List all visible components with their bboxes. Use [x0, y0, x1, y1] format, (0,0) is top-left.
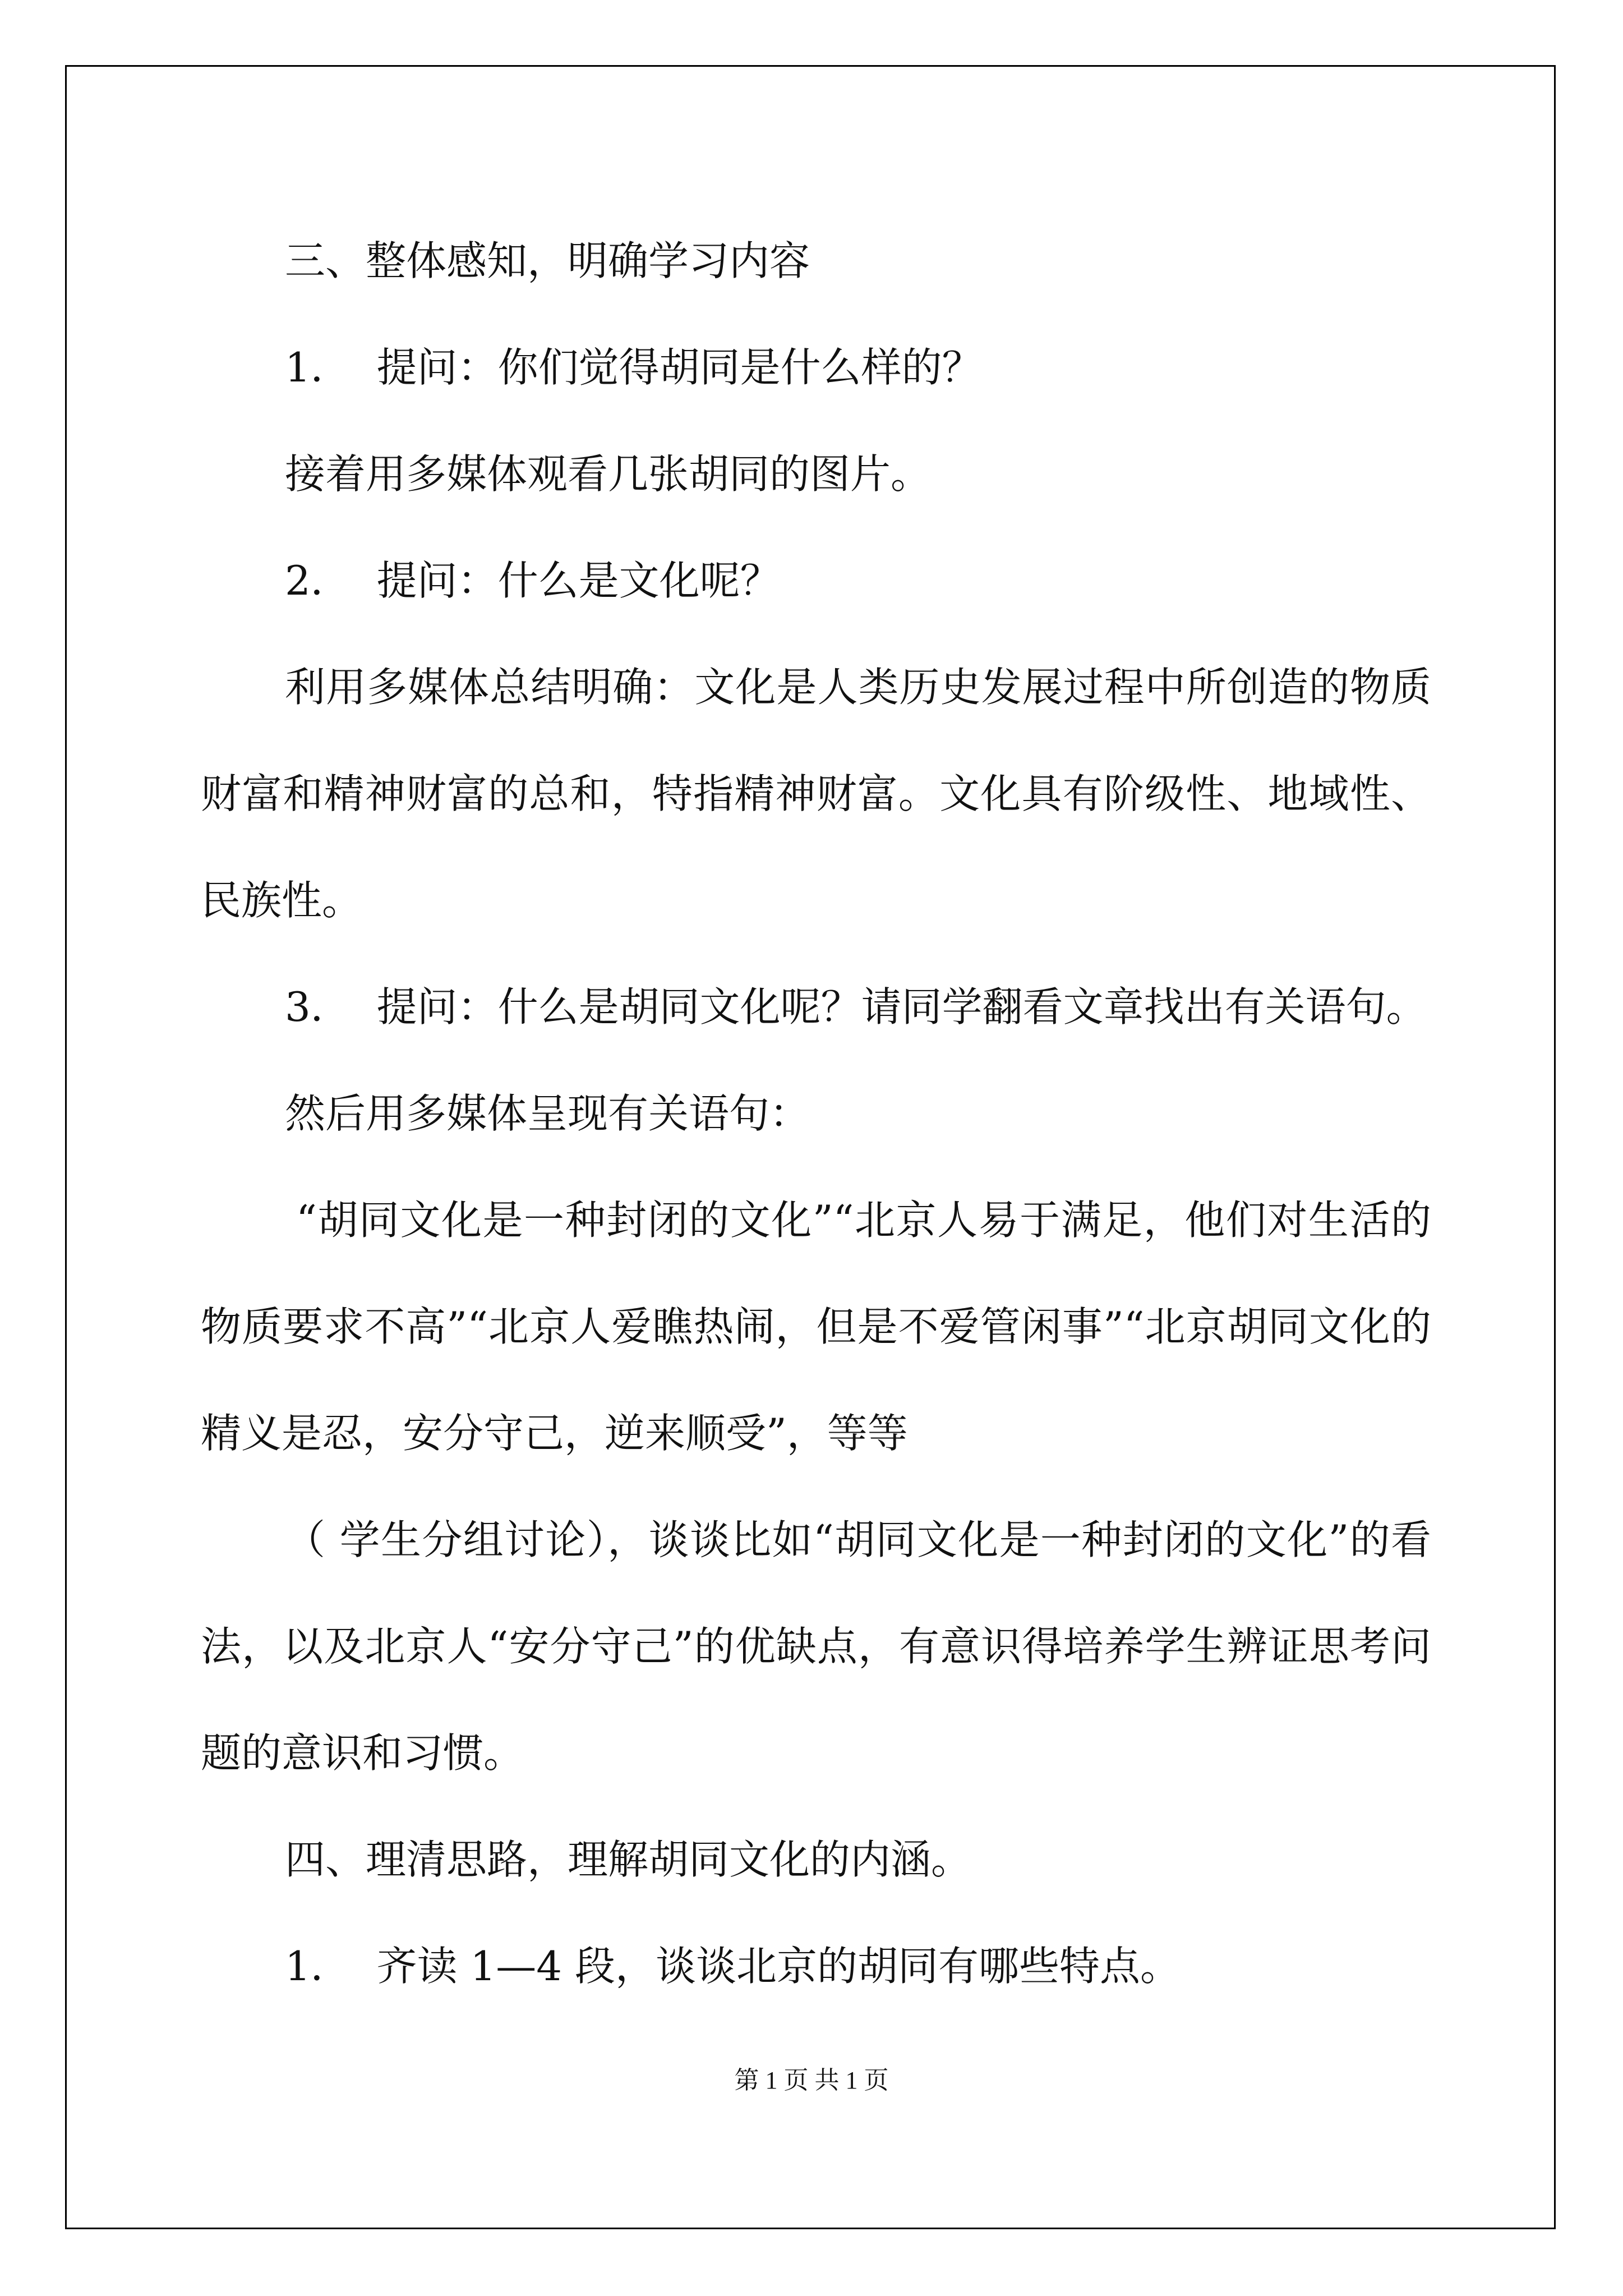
- paragraph-culture-definition: 利用多媒体总结明确：文化是人类历史发展过程中所创造的物质财富和精神财富的总和，特指精神财富。文化具有阶级性、地域性、民族性。: [201, 664, 1431, 924]
- document-body: [201, 208, 1431, 2019]
- question-1: 1． 提问：你们觉得胡同是什么样的？: [285, 344, 983, 391]
- question-2: 2． 提问：什么是文化呢？: [285, 557, 781, 604]
- page-number-footer: 第 1 页 共 1 页: [734, 2067, 889, 2094]
- paragraph-multimedia: 然后用多媒体呈现有关语句：: [285, 1090, 810, 1137]
- section-heading-3: 三、整体感知，明确学习内容: [285, 237, 810, 284]
- paragraph-quotes: “胡同文化是一种封闭的文化”“北京人易于满足，他们对生活的物质要求不高”“北京人爱瞧热闹，但是不爱管闲事”“北京胡同文化的精义是忍，安分守己，逆来顺受”，等等: [201, 1197, 1431, 1457]
- paragraph-images: 接着用多媒体观看几张胡同的图片。: [285, 450, 932, 498]
- question-4: 1． 齐读 1—4 段，谈谈北京的胡同有哪些特点。: [285, 1943, 1181, 1990]
- paragraph-discussion: （ 学生分组讨论），谈谈比如“胡同文化是一种封闭的文化”的看法，以及北京人“安分守己”的优缺点，有意识得培养学生辨证思考问题的意识和习惯。: [201, 1516, 1431, 1777]
- question-3: 3． 提问：什么是胡同文化呢？请同学翻看文章找出有关语句。: [285, 983, 1427, 1030]
- section-heading-4: 四、理清思路，理解胡同文化的内涵。: [285, 1836, 972, 1883]
